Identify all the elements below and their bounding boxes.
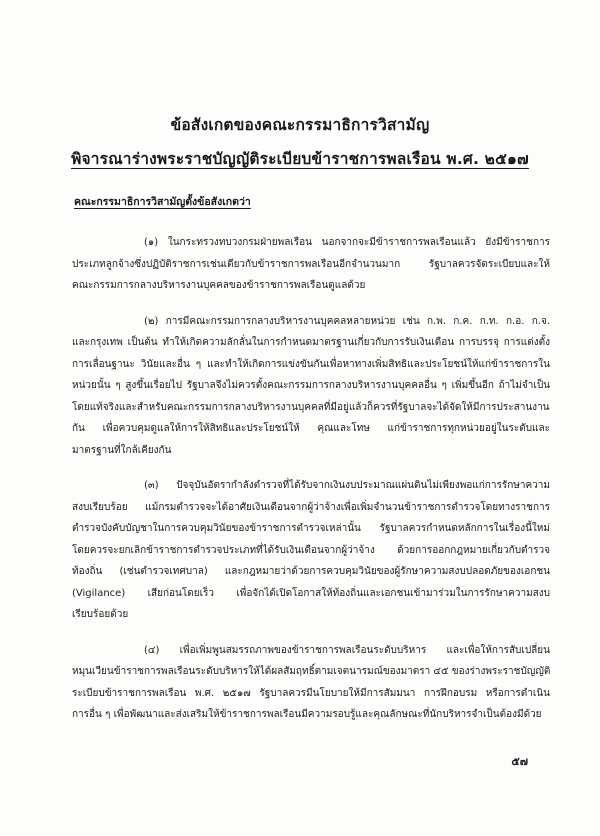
title-block bbox=[40, 108, 560, 176]
paragraph-line: ตำรวจบังคับบัญชาในการควบคุมวินัยของข้าราชการตำรวจเหล่านั้น รัฐบาลควรกำหนดหลักการในเรื่องนี้ใหม่ bbox=[72, 523, 550, 534]
paragraph-line: หน่วยนั้น ๆ สูงขึ้นเรื่อยไป รัฐบาลจึงไม่ควรตั้งคณะกรรมการกลางบริหารงานบุคคลอื่น ๆ เพิ่มขึ้นอีก ถ้าไม่จำเป็น bbox=[72, 380, 550, 391]
paragraph-line: การเลื่อนฐานะ วินัยและอื่น ๆ และทำให้เกิดการแข่งขันกันเพื่อหาทางเพิ่มสิทธิและประโยชน์ให้แก่ข้าราชการใน bbox=[72, 358, 550, 370]
paragraph-line: (๒) การมีคณะกรรมการกลางบริหารงานบุคคลหลายหน่วย เช่น ก.พ. ก.ค. ก.ท. ก.อ. ก.จ. bbox=[144, 315, 550, 327]
paragraph-line: สงบเรียบร้อย แม้กรมตำรวจจะได้อาศัยเงินเดือนจากผู้ว่าจ้างเพื่อเพิ่มจำนวนข้าราชการตำรวจโดยทางราชการ bbox=[72, 501, 550, 513]
paragraph-line: หมุนเวียนข้าราชการพลเรือนระดับบริหารให้ได้ผลสัมฤทธิ์ตามเจตนารมณ์ของมาตรา ๔๕ ของร่างพระราชบัญญัติ bbox=[72, 666, 550, 677]
paragraph-line: มาตรฐานที่ใกล้เคียงกัน bbox=[72, 444, 172, 456]
paragraph-line: โดยแท้จริงและสำหรับคณะกรรมการกลางบริหารงานบุคคลที่มีอยู่แล้วก็ควรที่รัฐบาลจะได้จัดให้มีการประสานงาน bbox=[72, 401, 550, 413]
paragraph-line: (๔) เพื่อเพิ่มพูนสมรรถภาพของข้าราชการพลเรือนระดับบริหาร และเพื่อให้การสับเปลี่ยน bbox=[144, 644, 550, 656]
document-subtitle: พิจารณาร่างพระราชบัญญัติระเบียบข้าราชการพลเรือน พ.ศ. ๒๕๑๗ bbox=[71, 150, 529, 168]
paragraph-2 bbox=[72, 311, 550, 462]
paragraph-line: (๓) ปัจจุบันอัตรากำลังตำรวจที่ได้รับจากเงินงบประมาณแผ่นดินไม่เพียงพอแก่การรักษาความ bbox=[144, 480, 550, 491]
paragraph-1 bbox=[72, 232, 550, 297]
page-number: ๕๗ bbox=[511, 755, 528, 768]
paragraph-line: เรียบร้อยด้วย bbox=[72, 609, 129, 620]
section-heading: คณะกรรมาธิการวิสามัญตั้งข้อสังเกตว่า bbox=[74, 196, 251, 208]
paragraph-line: ระเบียบข้าราชการพลเรือน พ.ศ. ๒๕๑๗ รัฐบาลควรมีนโยบายให้มีการสัมมนา การฝึกอบรม หรือการดำเนิน bbox=[72, 687, 550, 699]
paragraph-line: และกรุงเทพ เป็นต้น ทำให้เกิดความลักลั่นในการกำหนดมาตรฐานเกี่ยวกับการรับเงินเดือน การบรรจุ การแต่งตั้ง bbox=[72, 337, 550, 348]
paragraph-line: (๑) ในกระทรวงทบวงกรมฝ่ายพลเรือน นอกจากจะมีข้าราชการพลเรือนแล้ว ยังมีข้าราชการ bbox=[144, 237, 550, 248]
paragraph-line: กัน เพื่อควบคุมดูแลให้การให้สิทธิและประโยชน์ให้ คุณและโทษ แก่ข้าราชการทุกหน่วยอยู่ในระดับและ bbox=[72, 423, 550, 434]
paragraph-line: คณะกรรมการกลางบริหารงานบุคคลของข้าราชการพลเรือนดูแลด้วย bbox=[72, 280, 366, 291]
paragraph-3 bbox=[72, 475, 550, 626]
document-title: ข้อสังเกตของคณะกรรมาธิการวิสามัญ bbox=[170, 116, 430, 134]
paragraph-4 bbox=[72, 640, 550, 726]
paragraph-line: โดยควรจะยกเลิกข้าราชการตำรวจประเภทที่ได้รับเงินเดือนจากผู้ว่าจ้าง ด้วยการออกกฎหมายเกี่ยวกับตำรวจ bbox=[72, 544, 550, 556]
paragraph-line: ประเภทลูกจ้างซึ่งปฏิบัติราชการเช่นเดียวกับข้าราชการพลเรือนอีกจำนวนมาก รัฐบาลควรจัดระเบียบและให้ bbox=[72, 258, 550, 270]
document-body bbox=[72, 232, 550, 740]
paragraph-line: การอื่น ๆ เพื่อพัฒนาและส่งเสริมให้ข้าราชการพลเรือนมีความรอบรู้และคุณลักษณะที่นักบริหารจำเป็นต้องมีด้วย bbox=[72, 709, 542, 720]
paragraph-line: ท้องถิ่น (เช่นตำรวจเทศบาล) และกฎหมายว่าด้วยการควบคุมวินัยของผู้รักษาความสงบปลอดภัยของเอกชน bbox=[72, 566, 550, 577]
paragraph-line: (Vigilance) เสียก่อนโดยเร็ว เพื่อจักได้เปิดโอกาสให้ท้องถิ่นและเอกชนเข้ามาร่วมในการรักษาความสงบ bbox=[72, 587, 550, 599]
